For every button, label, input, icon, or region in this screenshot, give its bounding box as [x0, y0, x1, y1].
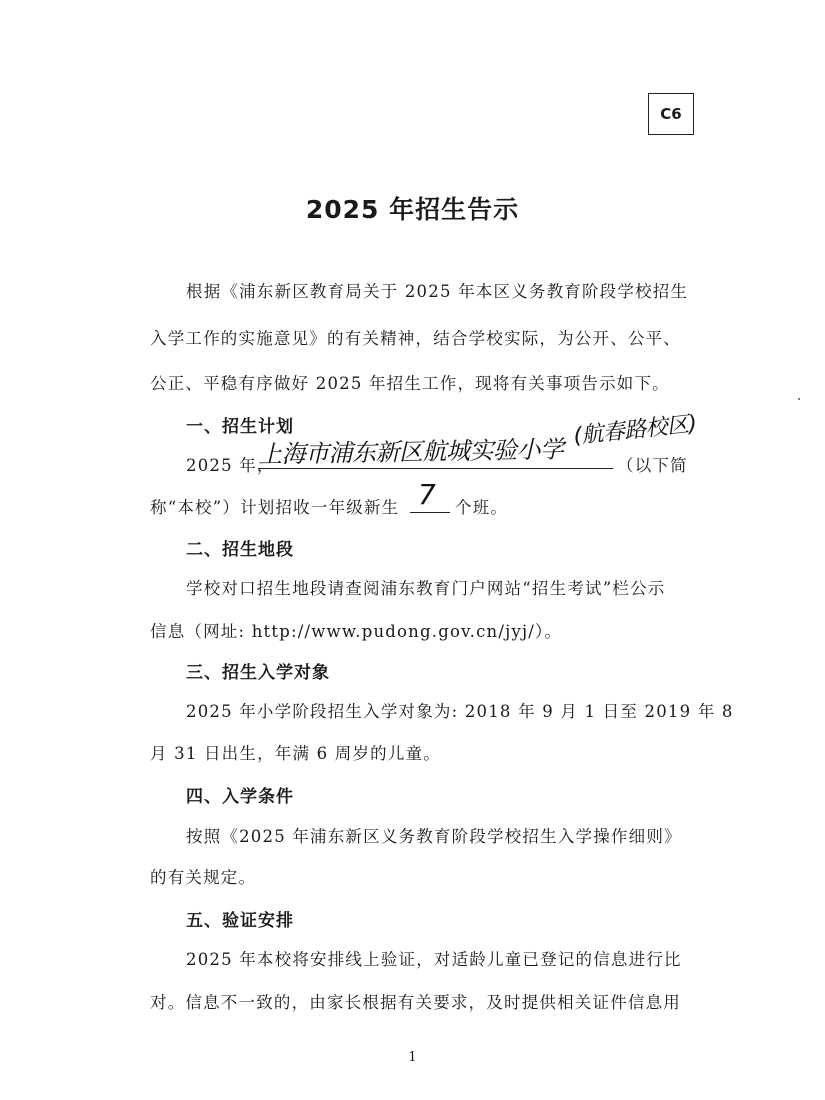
section-heading-district: 二、招生地段: [186, 540, 294, 560]
plan-line-2-prefix: 称“本校”）计划招收一年级新生: [150, 498, 400, 517]
section-heading-conditions: 四、入学条件: [186, 787, 294, 807]
plan-line-2-suffix: 个班。: [455, 498, 509, 517]
section-heading-verification: 五、验证安排: [186, 911, 294, 931]
handwritten-campus-name: (航春路校区): [572, 411, 698, 450]
page-title: 2025 年招生告示: [305, 195, 520, 224]
verification-line-2: 对。信息不一致的，由家长根据有关要求，及时提供相关证件信息用: [150, 993, 681, 1012]
plan-line-1-prefix: 2025 年，: [186, 456, 275, 475]
section-heading-plan: 一、招生计划: [186, 417, 294, 437]
scan-speck: [798, 398, 800, 400]
document-code-box: C6: [648, 93, 694, 135]
conditions-line-1: 按照《2025 年浦东新区义务教育阶段学校招生入学操作细则》: [186, 827, 682, 846]
intro-line-3: 公正、平稳有序做好 2025 年招生工作，现将有关事项告示如下。: [150, 374, 670, 393]
intro-line-1: 根据《浦东新区教育局关于 2025 年本区义务教育阶段学校招生: [186, 282, 689, 301]
district-line-2: 信息（网址: http://www.pudong.gov.cn/jyj/）。: [150, 622, 563, 641]
plan-line-1-suffix: （以下简: [617, 456, 688, 475]
eligibility-line-2: 月 31 日出生，年满 6 周岁的儿童。: [150, 744, 441, 763]
district-line-1: 学校对口招生地段请查阅浦东教育门户网站“招生考试”栏公示: [186, 579, 666, 598]
conditions-line-2: 的有关规定。: [150, 868, 257, 887]
intro-line-2: 入学工作的实施意见》的有关精神，结合学校实际，为公开、公平、: [150, 329, 681, 348]
verification-line-1: 2025 年本校将安排线上验证，对适龄儿童已登记的信息进行比: [186, 950, 682, 969]
page-number: 1: [408, 1050, 417, 1065]
eligibility-line-1: 2025 年小学阶段招生入学对象为: 2018 年 9 月 1 日至 2019 年 8: [186, 702, 734, 721]
handwritten-class-count: 7: [418, 478, 436, 511]
handwritten-school-name: 上海市浦东新区航城实验小学: [257, 435, 564, 469]
section-heading-eligibility: 三、招生入学对象: [186, 663, 330, 683]
